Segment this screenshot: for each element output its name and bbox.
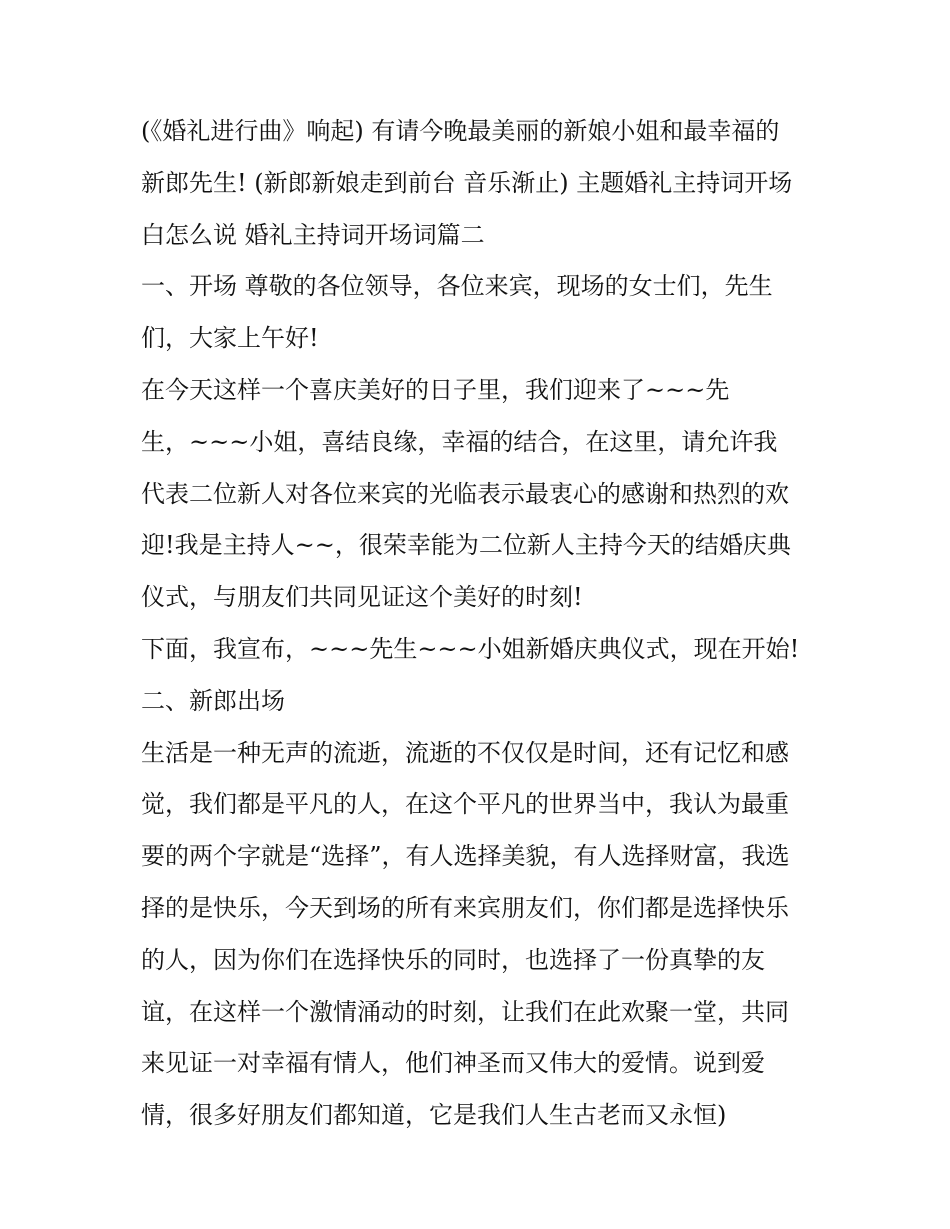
text-line: 白怎么说 婚礼主持词开场词篇二 — [141, 220, 485, 249]
text-line: 仪式，与朋友们共同见证这个美好的时刻! — [141, 583, 583, 612]
text-line: 下面，我宣布，~~~先生~~~小姐新婚庆典仪式，现在开始! — [141, 634, 800, 663]
section-heading-opening: 一、开场 尊敬的各位领导，各位来宾，现场的女士们，先生 — [141, 272, 773, 301]
text-line: 们，大家上午好! — [141, 324, 319, 353]
text-line: 觉，我们都是平凡的人，在这个平凡的世界当中，我认为最重 — [141, 790, 789, 819]
text-line: 情，很多好朋友们都知道，它是我们人生古老而又永恒) — [141, 1101, 727, 1130]
text-line: 生，~~~小姐，喜结良缘，幸福的结合，在这里，请允许我 — [141, 427, 778, 456]
text-line: 的人，因为你们在选择快乐的同时，也选择了一份真挚的友 — [141, 945, 765, 974]
document-body — [141, 106, 821, 1142]
text-line: 择的是快乐，今天到场的所有来宾朋友们，你们都是选择快乐 — [141, 893, 789, 922]
text-line: 要的两个字就是“选择”，有人选择美貌，有人选择财富，我选 — [141, 842, 790, 871]
text-line: (《婚礼进行曲》响起) 有请今晚最美丽的新娘小姐和最幸福的 — [141, 117, 780, 145]
section-heading-groom-entrance: 二、新郎出场 — [141, 686, 285, 715]
text-line: 生活是一种无声的流逝，流逝的不仅仅是时间，还有记忆和感 — [141, 738, 789, 767]
text-line: 谊，在这样一个激情涌动的时刻，让我们在此欢聚一堂，共同 — [141, 997, 789, 1026]
text-line: 迎!我是主持人~~，很荣幸能为二位新人主持今天的结婚庆典 — [141, 531, 791, 560]
text-line: 来见证一对幸福有情人，他们神圣而又伟大的爱情。说到爱 — [141, 1049, 765, 1078]
text-line: 在今天这样一个喜庆美好的日子里，我们迎来了~~~先 — [141, 375, 730, 404]
text-line: 新郎先生! (新郎新娘走到前台 音乐渐止) 主题婚礼主持词开场 — [141, 168, 793, 197]
text-line: 代表二位新人对各位来宾的光临表示最衷心的感谢和热烈的欢 — [141, 479, 789, 508]
